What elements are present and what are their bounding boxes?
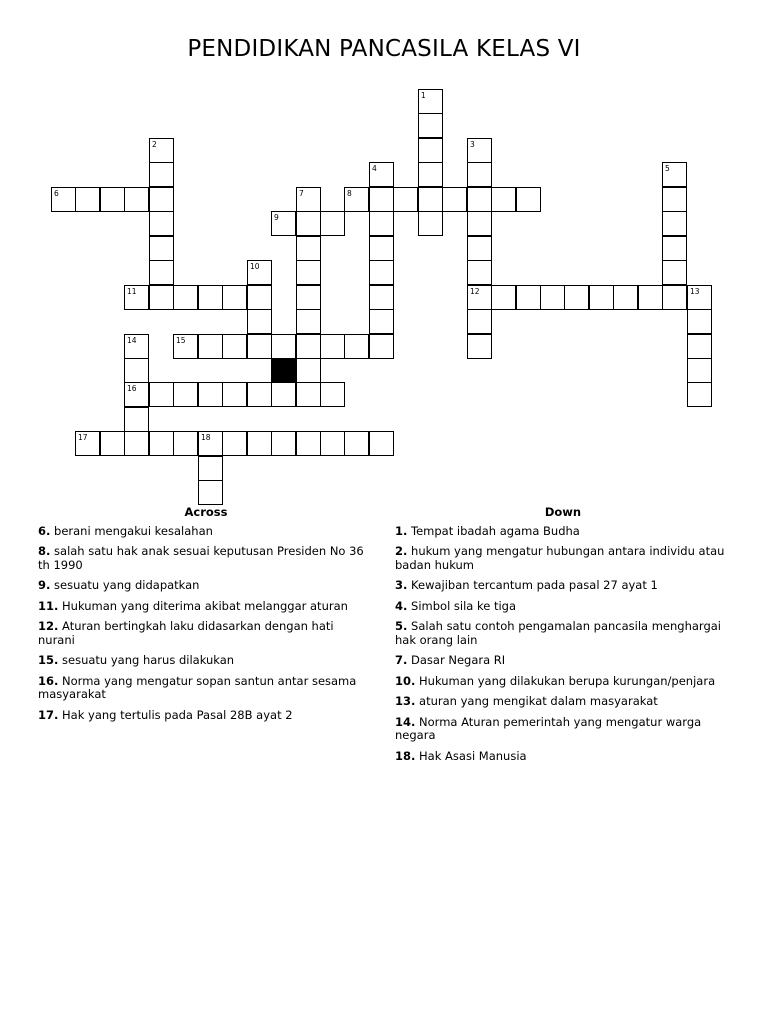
clue-text: Kewajiban tercantum pada pasal 27 ayat 1 [411, 578, 658, 592]
down-clue [395, 545, 731, 572]
crossword-cell[interactable] [369, 334, 394, 359]
crossword-cell[interactable] [296, 309, 321, 334]
clue-number: 10. [395, 673, 416, 688]
down-clue [395, 525, 731, 539]
crossword-cell[interactable] [589, 285, 614, 310]
crossword-cell[interactable] [124, 358, 149, 383]
crossword-cell[interactable] [198, 480, 223, 505]
crossword-cell[interactable] [467, 187, 492, 212]
across-clue [38, 525, 374, 539]
crossword-cell[interactable] [418, 138, 443, 163]
down-clue [395, 695, 731, 709]
crossword-cell[interactable] [369, 211, 394, 236]
clue-number: 1. [395, 523, 408, 538]
crossword-cell[interactable] [296, 236, 321, 261]
crossword-cell[interactable] [100, 187, 125, 212]
clue-number: 3. [395, 578, 408, 592]
clue-number: 18. [395, 748, 416, 763]
crossword-cell[interactable] [124, 407, 149, 432]
clue-number: 11. [38, 598, 59, 613]
crossword-cell[interactable] [173, 431, 198, 456]
crossword-cell[interactable] [149, 187, 174, 212]
crossword-cell[interactable] [222, 382, 247, 407]
crossword-cell[interactable] [222, 334, 247, 359]
cell-number: 1 [421, 91, 426, 100]
crossword-cell[interactable] [173, 285, 198, 310]
crossword-cell[interactable] [540, 285, 565, 310]
crossword-cell[interactable] [467, 334, 492, 359]
clue-text: aturan yang mengikat dalam masyarakat [419, 694, 658, 708]
crossword-cell[interactable] [320, 211, 345, 236]
crossword-cell[interactable] [247, 431, 272, 456]
crossword-cell[interactable] [687, 285, 712, 310]
down-clue [395, 654, 731, 668]
crossword-cell[interactable] [149, 382, 174, 407]
down-clue [395, 716, 731, 743]
crossword-cell[interactable] [687, 382, 712, 407]
cell-number: 2 [152, 140, 157, 149]
cell-number: 15 [176, 336, 186, 345]
down-clue [395, 579, 731, 593]
crossword-cell[interactable] [198, 456, 223, 481]
crossword-cell[interactable] [369, 260, 394, 285]
clue-text: Hukuman yang diterima akibat melanggar aturan [62, 598, 348, 613]
crossword-cell[interactable] [149, 285, 174, 310]
cell-number: 8 [347, 189, 352, 198]
crossword-cell[interactable] [320, 382, 345, 407]
crossword-cell[interactable] [173, 382, 198, 407]
crossword-cell[interactable] [247, 285, 272, 310]
crossword-cell[interactable] [320, 431, 345, 456]
crossword-cell[interactable] [418, 89, 443, 114]
crossword-cell[interactable] [198, 431, 223, 456]
crossword-cell[interactable] [100, 431, 125, 456]
cell-number: 9 [274, 213, 279, 222]
crossword-cell[interactable] [247, 382, 272, 407]
cell-number: 12 [470, 287, 480, 296]
clue-text: Tempat ibadah agama Budha [411, 523, 580, 538]
clue-number: 5. [395, 619, 408, 633]
clue-text: sesuatu yang harus dilakukan [62, 653, 235, 667]
down-clue [395, 750, 731, 764]
crossword-cell[interactable] [149, 138, 174, 163]
crossword-cell[interactable] [247, 334, 272, 359]
crossword-cell[interactable] [662, 187, 687, 212]
crossword-cell[interactable] [198, 285, 223, 310]
crossword-cell[interactable] [491, 285, 516, 310]
crossword-cell[interactable] [369, 309, 394, 334]
crossword-cell[interactable] [124, 285, 149, 310]
clue-number: 12. [38, 619, 59, 633]
clue-text: Dasar Negara RI [411, 653, 506, 667]
crossword-cell[interactable] [271, 431, 296, 456]
across-clue [38, 600, 374, 614]
down-clue [395, 620, 731, 647]
clue-text: Aturan bertingkah laku didasarkan dengan hati nurani [38, 619, 334, 647]
crossword-cell[interactable] [296, 285, 321, 310]
crossword-cell[interactable] [467, 285, 492, 310]
crossword-cell[interactable] [467, 162, 492, 187]
down-clue [395, 600, 731, 614]
crossword-cell[interactable] [393, 187, 418, 212]
clue-text: salah satu hak anak sesuai keputusan Presiden No 36 th 1990 [38, 544, 364, 572]
cell-number: 18 [201, 433, 211, 442]
crossword-cell[interactable] [296, 334, 321, 359]
crossword-cell[interactable] [124, 187, 149, 212]
crossword-cell[interactable] [369, 285, 394, 310]
crossword-cell[interactable] [638, 285, 663, 310]
crossword-cell[interactable] [247, 260, 272, 285]
clue-number: 4. [395, 598, 408, 613]
crossword-cell[interactable] [516, 187, 541, 212]
cell-number: 14 [127, 336, 137, 345]
crossword-cell[interactable] [173, 334, 198, 359]
clue-number: 13. [395, 694, 416, 708]
crossword-cell[interactable] [418, 187, 443, 212]
crossword-cell[interactable] [296, 382, 321, 407]
crossword-cell[interactable] [198, 382, 223, 407]
across-clue [38, 579, 374, 593]
clue-text: Hak yang tertulis pada Pasal 28B ayat 2 [62, 707, 293, 722]
crossword-cell[interactable] [491, 187, 516, 212]
down-clues [395, 506, 731, 770]
clue-number: 17. [38, 707, 59, 722]
crossword-cell[interactable] [467, 236, 492, 261]
cell-number: 16 [127, 384, 137, 393]
cell-number: 10 [250, 262, 260, 271]
crossword-cell[interactable] [442, 187, 467, 212]
clue-number: 7. [395, 653, 408, 667]
crossword-cell[interactable] [687, 309, 712, 334]
crossword-cell[interactable] [687, 358, 712, 383]
clue-text: Norma yang mengatur sopan santun antar sesama masyarakat [38, 673, 357, 701]
blocked-cell [271, 358, 296, 383]
crossword-cell[interactable] [271, 211, 296, 236]
crossword-cell[interactable] [222, 431, 247, 456]
crossword-cell[interactable] [271, 382, 296, 407]
crossword-cell[interactable] [564, 285, 589, 310]
crossword-cell[interactable] [418, 211, 443, 236]
crossword-cell[interactable] [51, 187, 76, 212]
across-clue [38, 709, 374, 723]
crossword-cell[interactable] [344, 431, 369, 456]
crossword-cell[interactable] [149, 162, 174, 187]
clue-number: 2. [395, 544, 408, 558]
crossword-cell[interactable] [124, 431, 149, 456]
crossword-cell[interactable] [369, 431, 394, 456]
crossword-cell[interactable] [296, 211, 321, 236]
cell-number: 4 [372, 164, 377, 173]
cell-number: 11 [127, 287, 137, 296]
crossword-cell[interactable] [75, 187, 100, 212]
across-clue [38, 620, 374, 647]
clue-text: sesuatu yang didapatkan [54, 578, 200, 592]
crossword-cell[interactable] [149, 431, 174, 456]
crossword-cell[interactable] [662, 236, 687, 261]
crossword-cell[interactable] [271, 334, 296, 359]
worksheet-title: PENDIDIKAN PANCASILA KELAS VI [187, 36, 581, 62]
clue-number: 6. [38, 523, 51, 538]
crossword-cell[interactable] [344, 334, 369, 359]
crossword-cell[interactable] [369, 162, 394, 187]
across-clue [38, 545, 374, 572]
clue-number: 9. [38, 578, 51, 592]
crossword-cell[interactable] [418, 162, 443, 187]
crossword-cell[interactable] [149, 236, 174, 261]
crossword-cell[interactable] [198, 334, 223, 359]
crossword-cell[interactable] [296, 431, 321, 456]
crossword-cell[interactable] [467, 138, 492, 163]
crossword-cell[interactable] [344, 187, 369, 212]
crossword-cell[interactable] [296, 260, 321, 285]
cell-number: 5 [665, 164, 670, 173]
cell-number: 3 [470, 140, 475, 149]
crossword-cell[interactable] [662, 260, 687, 285]
crossword-cell[interactable] [369, 187, 394, 212]
crossword-cell[interactable] [149, 260, 174, 285]
across-clues [38, 506, 374, 729]
cell-number: 6 [54, 189, 59, 198]
crossword-cell[interactable] [662, 211, 687, 236]
clue-number: 14. [395, 714, 416, 729]
crossword-cell[interactable] [124, 334, 149, 359]
crossword-cell[interactable] [687, 334, 712, 359]
cell-number: 13 [690, 287, 700, 296]
clue-text: Hak Asasi Manusia [419, 748, 527, 763]
clue-number: 8. [38, 544, 51, 558]
down-clue [395, 675, 731, 689]
crossword-cell[interactable] [247, 309, 272, 334]
down-clue-list [395, 525, 731, 764]
crossword-cell[interactable] [467, 260, 492, 285]
cell-number: 7 [299, 189, 304, 198]
crossword-cell[interactable] [662, 162, 687, 187]
across-heading: Across [184, 505, 228, 519]
crossword-cell[interactable] [222, 285, 247, 310]
crossword-cell[interactable] [149, 211, 174, 236]
crossword-cell[interactable] [516, 285, 541, 310]
crossword-cell[interactable] [296, 358, 321, 383]
crossword-cell[interactable] [613, 285, 638, 310]
crossword-cell[interactable] [662, 285, 687, 310]
clue-number: 15. [38, 653, 59, 667]
clue-text: Norma Aturan pemerintah yang mengatur warga negara [395, 714, 702, 742]
crossword-cell[interactable] [296, 187, 321, 212]
across-clue-list [38, 525, 374, 723]
crossword-cell[interactable] [467, 211, 492, 236]
across-clue [38, 675, 374, 702]
clue-text: Simbol sila ke tiga [411, 598, 517, 613]
clue-text: Salah satu contoh pengamalan pancasila menghargai hak orang lain [395, 619, 721, 647]
crossword-cell[interactable] [369, 236, 394, 261]
down-heading: Down [544, 505, 582, 519]
cell-number: 17 [78, 433, 88, 442]
clue-text: berani mengakui kesalahan [54, 523, 213, 538]
crossword-cell[interactable] [467, 309, 492, 334]
crossword-cell[interactable] [320, 334, 345, 359]
crossword-cell[interactable] [418, 113, 443, 138]
crossword-cell[interactable] [75, 431, 100, 456]
across-clue [38, 654, 374, 668]
clue-text: hukum yang mengatur hubungan antara individu atau badan hukum [395, 544, 725, 572]
clue-number: 16. [38, 673, 59, 688]
crossword-cell[interactable] [124, 382, 149, 407]
clue-text: Hukuman yang dilakukan berupa kurungan/penjara [419, 673, 716, 688]
